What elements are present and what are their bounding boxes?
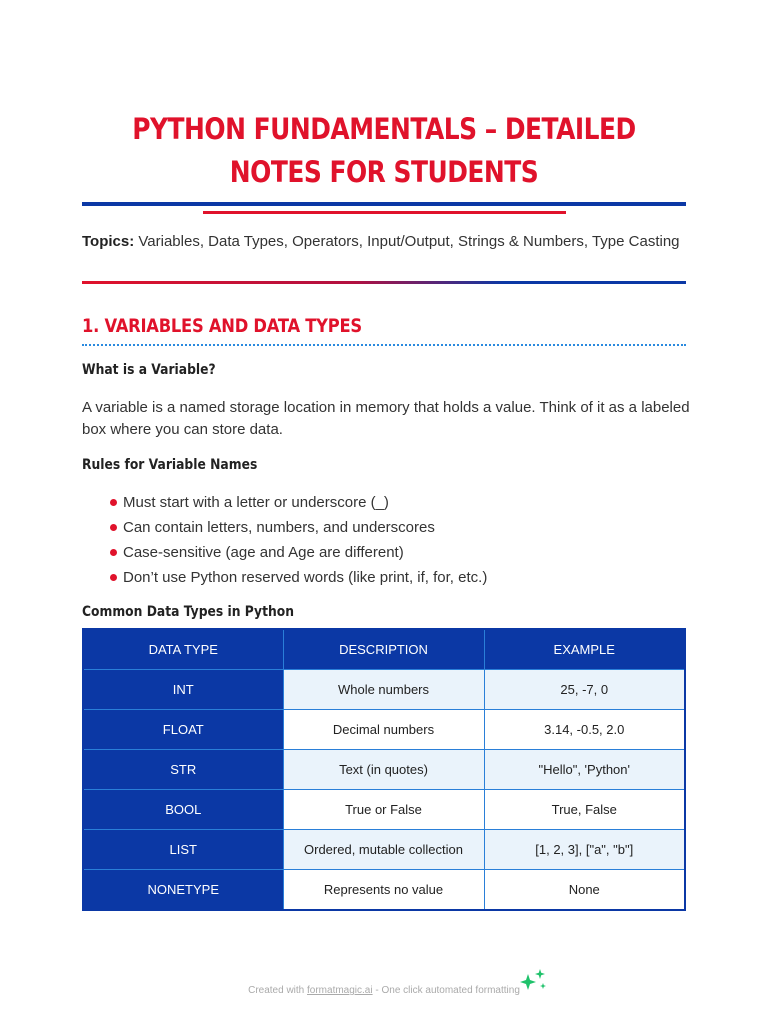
column-header: DATA TYPE (83, 629, 283, 670)
example-cell: 25, -7, 0 (484, 670, 685, 710)
bullet-icon (110, 499, 117, 506)
list-item: Can contain letters, numbers, and underscores (82, 515, 487, 540)
description-cell: Whole numbers (283, 670, 484, 710)
rules-list (82, 490, 487, 590)
topics-line (82, 232, 686, 252)
column-header: DESCRIPTION (283, 629, 484, 670)
table-row (83, 870, 685, 911)
type-cell: NONETYPE (83, 870, 283, 911)
bullet-icon (110, 549, 117, 556)
type-cell: FLOAT (83, 710, 283, 750)
table-row (83, 750, 685, 790)
description-cell: Ordered, mutable collection (283, 830, 484, 870)
section-heading-underline (82, 344, 686, 346)
bullet-icon (110, 574, 117, 581)
table-row (83, 710, 685, 750)
table-row (83, 790, 685, 830)
rules-heading: Rules for Variable Names (82, 457, 258, 473)
description-cell: Represents no value (283, 870, 484, 911)
formatmagic-link[interactable]: formatmagic.ai (307, 985, 373, 996)
example-cell: None (484, 870, 685, 911)
type-cell: LIST (83, 830, 283, 870)
example-cell: "Hello", 'Python' (484, 750, 685, 790)
description-cell: True or False (283, 790, 484, 830)
list-item: Case-sensitive (age and Age are different) (82, 540, 487, 565)
topics-text: Variables, Data Types, Operators, Input/Output, Strings & Numbers, Type Casting (138, 233, 680, 250)
data-types-table (82, 628, 686, 911)
list-item: Must start with a letter or underscore (_) (82, 490, 487, 515)
page-title: PYTHON FUNDAMENTALS – DETAILED NOTES FOR STUDENTS (132, 112, 636, 189)
description-cell: Text (in quotes) (283, 750, 484, 790)
title-divider-blue (82, 202, 686, 206)
type-cell: BOOL (83, 790, 283, 830)
data-types-heading: Common Data Types in Python (82, 604, 294, 620)
section-divider (82, 281, 686, 284)
table-row (83, 830, 685, 870)
description-cell: Decimal numbers (283, 710, 484, 750)
type-cell: STR (83, 750, 283, 790)
title-divider-red (203, 211, 566, 214)
type-cell: INT (83, 670, 283, 710)
example-cell: [1, 2, 3], ["a", "b"] (484, 830, 685, 870)
footer-credit: Created with formatmagic.ai - One click automated formatting (248, 985, 520, 996)
bullet-icon (110, 524, 117, 531)
variable-definition: A variable is a named storage location in memory that holds a value. Think of it as a labeled box where you can store data. (82, 399, 690, 438)
what-is-variable-heading: What is a Variable? (82, 362, 216, 378)
column-header: EXAMPLE (484, 629, 685, 670)
table-row (83, 670, 685, 710)
sparkle-icon (518, 968, 550, 994)
section-heading: 1. VARIABLES AND DATA TYPES (82, 315, 362, 337)
list-item: Don’t use Python reserved words (like print, if, for, etc.) (82, 565, 487, 590)
table-header-row (83, 629, 685, 670)
topics-label: Topics: (82, 233, 135, 250)
example-cell: 3.14, -0.5, 2.0 (484, 710, 685, 750)
example-cell: True, False (484, 790, 685, 830)
